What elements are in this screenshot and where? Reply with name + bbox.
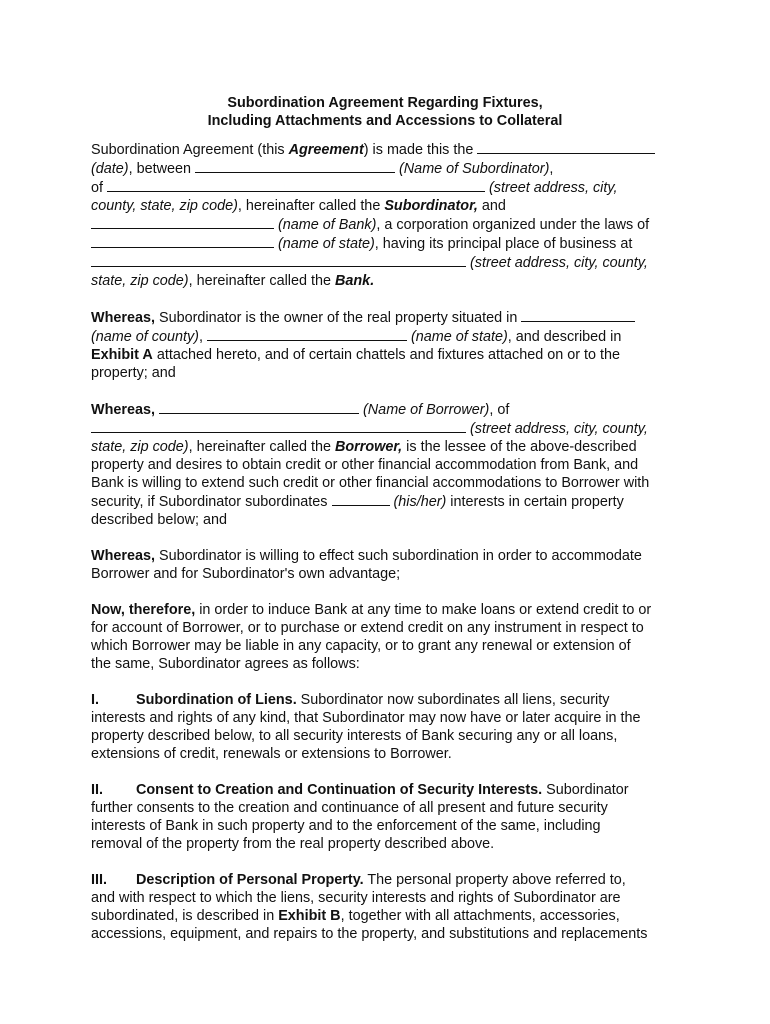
section-heading: Description of Personal Property. [136,872,364,888]
exhibit-b-ref: Exhibit B [278,908,341,924]
whereas1-line-2 [91,327,687,346]
bank-name-blank[interactable] [91,215,274,229]
intro-paragraph [91,140,687,290]
property-state-blank[interactable] [207,327,407,341]
state-hint: (name of state) [278,236,375,252]
now-line-1 [91,601,687,619]
borrower-name-blank[interactable] [159,400,359,414]
now-line-2: for account of Borrower, or to purchase or extend credit on any instrument in respect to [91,620,644,636]
whereas-label: Whereas, [91,402,155,418]
whereas3-line-1 [91,547,687,565]
intro-line-8 [91,272,687,290]
section-3 [91,871,687,943]
section1-line-4: extensions of credit, renewals or extensions to Borrower. [91,746,452,762]
bank-term: Bank. [335,273,375,289]
whereas-text: , [198,329,207,345]
now-therefore-paragraph [91,601,687,673]
bank-state-blank[interactable] [91,234,274,248]
document-title [91,94,679,130]
now-line-3: which Borrower may be liable in any capacity, or to grant any renewal or extension of [91,638,631,654]
whereas2-line-5: Bank is willing to extend such credit or other financial accommodations to Borrower with [91,475,650,491]
section-heading: Consent to Creation and Continuation of Security Interests. [136,782,543,798]
exhibit-a-ref: Exhibit A [91,347,153,363]
intro-text: Subordination Agreement (this [91,142,289,158]
intro-line-4 [91,197,687,215]
section1-line-2: interests and rights of any kind, that Subordinator may now have or later acquire in the [91,710,641,726]
whereas2-line-6 [91,492,687,511]
section-number: II. [91,782,103,798]
whereas-text: Subordinator is willing to effect such subordination in order to accommodate [155,548,642,564]
whereas2-line-1 [91,400,687,419]
intro-line-7 [91,253,687,272]
whereas1-line-4: property; and [91,365,176,381]
subordinator-term: Subordinator, [384,198,478,214]
section-1 [91,691,687,763]
county-hint: (name of county) [91,329,199,345]
intro-line-3 [91,178,687,197]
date-hint: (date) [91,161,129,177]
whereas2-line-7: described below; and [91,512,228,528]
section2-line-2: further consents to the creation and continuance of all present and future security [91,800,608,816]
pronoun-hint: (his/her) [393,494,447,510]
section-text: Subordinator now subordinates all liens, security [296,692,610,708]
section-heading: Subordination of Liens. [136,692,297,708]
section1-line-3: property described below, to all security interests of Bank securing any or all loans, [91,728,618,744]
section1-line-1 [91,691,687,709]
section-2 [91,781,687,853]
whereas2-line-3 [91,438,687,456]
intro-text: and [477,198,506,214]
agreement-term: Agreement [288,142,364,158]
whereas1-line-1 [91,308,687,327]
intro-text: , hereinafter called the [237,198,385,214]
section3-line-1 [91,871,687,889]
address-hint: (street address, city, [489,180,618,196]
now-text: in order to induce Bank at any time to make loans or extend credit to or [195,602,652,618]
address-hint: state, zip code) [91,273,189,289]
whereas-text: , of [489,402,510,418]
whereas1-line-3 [91,346,687,364]
date-blank[interactable] [477,140,655,154]
intro-line-1 [91,140,687,159]
section-number: III. [91,872,107,888]
address-hint: (street address, city, county, [470,255,648,271]
address-hint: state, zip code) [91,439,189,455]
intro-text: ) is made this the [363,142,478,158]
county-blank[interactable] [521,308,635,322]
section-number: I. [91,692,99,708]
bank-address-blank[interactable] [91,253,466,267]
section2-line-4: removal of the property from the real property described above. [91,836,495,852]
intro-line-5 [91,215,687,234]
address-hint: (street address, city, county, [470,421,648,437]
intro-line-2 [91,159,687,178]
section2-line-3: interests of Bank in such property and to the enforcement of the same, including [91,818,601,834]
subordinator-name-hint: (Name of Subordinator) [399,161,550,177]
whereas-text: attached hereto, and of certain chattels and fixtures attached on or to the [152,347,621,363]
whereas-text: security, if Subordinator subordinates [91,494,332,510]
section3-line-4: accessions, equipment, and repairs to the property, and substitutions and replacements [91,926,648,942]
section-text: The personal property above referred to, [363,872,626,888]
whereas-text: Subordinator is the owner of the real property situated in [155,310,522,326]
whereas-paragraph-2 [91,400,687,529]
intro-text: of [91,180,107,196]
section-text: subordinated, is described in [91,908,279,924]
borrower-term: Borrower, [335,439,403,455]
whereas3-line-2: Borrower and for Subordinator's own advantage; [91,566,401,582]
whereas-text: , and described in [507,329,622,345]
intro-line-6 [91,234,687,253]
address-hint: county, state, zip code) [91,198,238,214]
state-hint: (name of state) [410,329,508,345]
intro-text: , [549,161,554,177]
pronoun-blank[interactable] [332,492,390,506]
intro-text: , a corporation organized under the laws of [376,217,650,233]
whereas-text: interests in certain property [446,494,624,510]
section3-line-2: and with respect to which the liens, security interests and rights of Subordinator are [91,890,621,906]
whereas2-line-4: property and desires to obtain credit or other financial accommodation from Bank, and [91,457,639,473]
whereas2-line-2 [91,419,687,438]
section-text: , together with all attachments, accessories, [340,908,620,924]
intro-text: , hereinafter called the [188,273,335,289]
now-therefore-label: Now, therefore, [91,602,196,618]
section2-line-1 [91,781,687,799]
title-line-1: Subordination Agreement Regarding Fixtures, [227,95,543,111]
intro-text: , having its principal place of business at [374,236,633,252]
subordinator-address-blank[interactable] [107,178,485,192]
whereas-text: , hereinafter called the [188,439,335,455]
intro-text: , between [128,161,195,177]
borrower-address-blank[interactable] [91,419,466,433]
whereas-text: is the lessee of the above-described [402,439,637,455]
borrower-name-hint: (Name of Borrower) [363,402,490,418]
whereas-label: Whereas, [91,548,155,564]
bank-name-hint: (name of Bank) [278,217,377,233]
section3-line-3 [91,907,687,925]
title-line-2: Including Attachments and Accessions to Collateral [207,113,563,129]
whereas-label: Whereas, [91,310,155,326]
now-line-4: the same, Subordinator agrees as follows: [91,656,360,672]
section-text: Subordinator [542,782,629,798]
whereas-paragraph-3 [91,547,687,583]
whereas-paragraph-1 [91,308,687,382]
subordinator-name-blank[interactable] [195,159,395,173]
